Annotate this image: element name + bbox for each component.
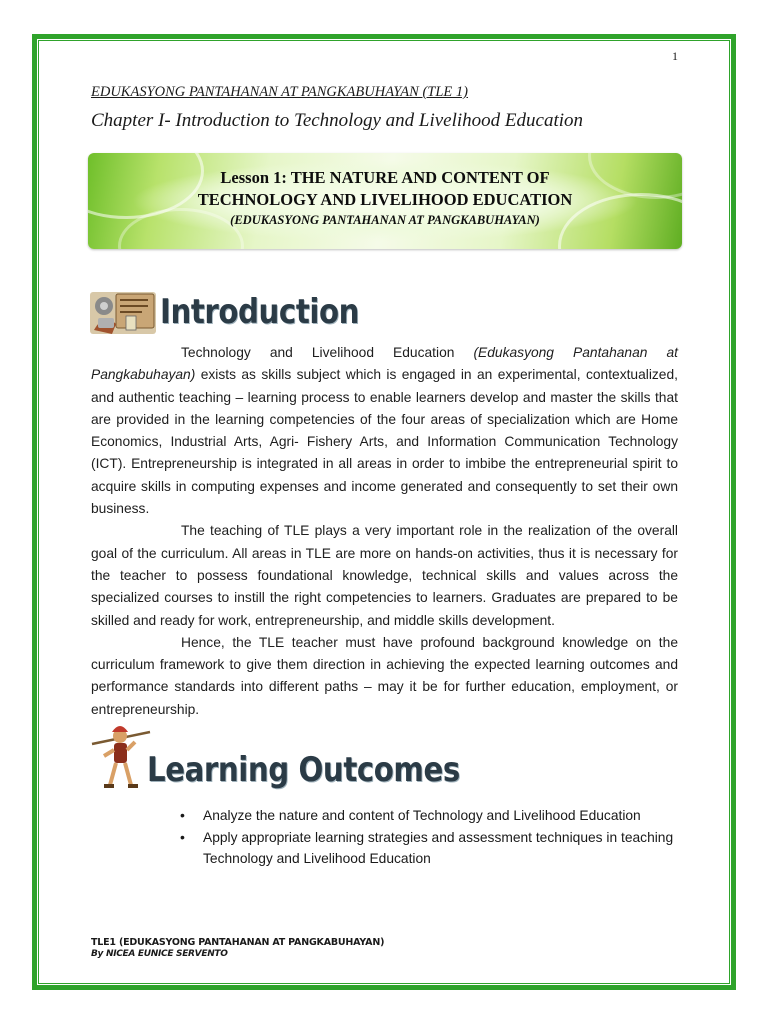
lesson-title-line-1: Lesson 1: THE NATURE AND CONTENT OF [220,168,550,187]
paragraph-3: Hence, the TLE teacher must have profound background knowledge on the curriculum framework to give them direction in achieving the expected learning outcomes and performance standards into different paths – may it be for further education, employment, or entrepreneurship. [91,634,678,717]
paragraph-2: The teaching of TLE plays a very important role in the realization of the overall goal of the curriculum. All areas in TLE are more on hands-on activities, thus it is necessary for the teacher to possess foundational knowledge, technical skills and values across the specialized courses to instill the right competencies to learners. Graduates are prepared to be skilled and ready for work, entrepreneurship, and middle skills development. [91,523,678,628]
lesson-banner [88,153,682,249]
page-number: 1 [672,49,678,63]
lesson-subtitle: (EDUKASYONG PANTAHANAN AT PANGKABUHAYAN) [230,213,540,227]
introduction-heading: Introduction [160,292,360,332]
learning-outcomes-heading: Learning Outcomes [147,750,460,790]
introduction-body [91,342,678,721]
tools-collage-icon [90,290,158,336]
footer-subject: TLE1 (EDUKASYONG PANTAHANAN AT PANGKABUHAYAN) [91,937,385,948]
subject-title: EDUKASYONG PANTAHANAN AT PANGKABUHAYAN (TLE 1) [91,84,468,100]
outcomes-list [180,805,680,870]
chapter-title: Chapter I- Introduction to Technology and Livelihood Education [91,110,584,131]
warrior-icon [90,722,152,790]
list-item: • Analyze the nature and content of Technology and Livelihood Education [180,805,680,827]
lesson-title-line-2: TECHNOLOGY AND LIVELIHOOD EDUCATION [197,190,573,209]
list-item: • Apply appropriate learning strategies and assessment techniques in teaching Technology and Livelihood Education [180,827,680,870]
paragraph-1: Technology and Livelihood Education (Edukasyong Pantahanan at Pangkabuhayan) exists as skills subject which is engaged in an experimental, contextualized, and authentic teaching – learning process to enable learners develop and master the skills that are provided in the learning competencies of the four areas of specialization which are Home Economics, Industrial Arts, Agri- Fishery Arts, and Information Communication Technology (ICT). Entrepreneurship is integrated in all areas in order to imbibe the entrepreneurial spirit to acquire skills in computing expenses and income generated and consequently to set their own business. [91,345,678,517]
footer-author: By NICEA EUNICE SERVENTO [91,949,228,959]
